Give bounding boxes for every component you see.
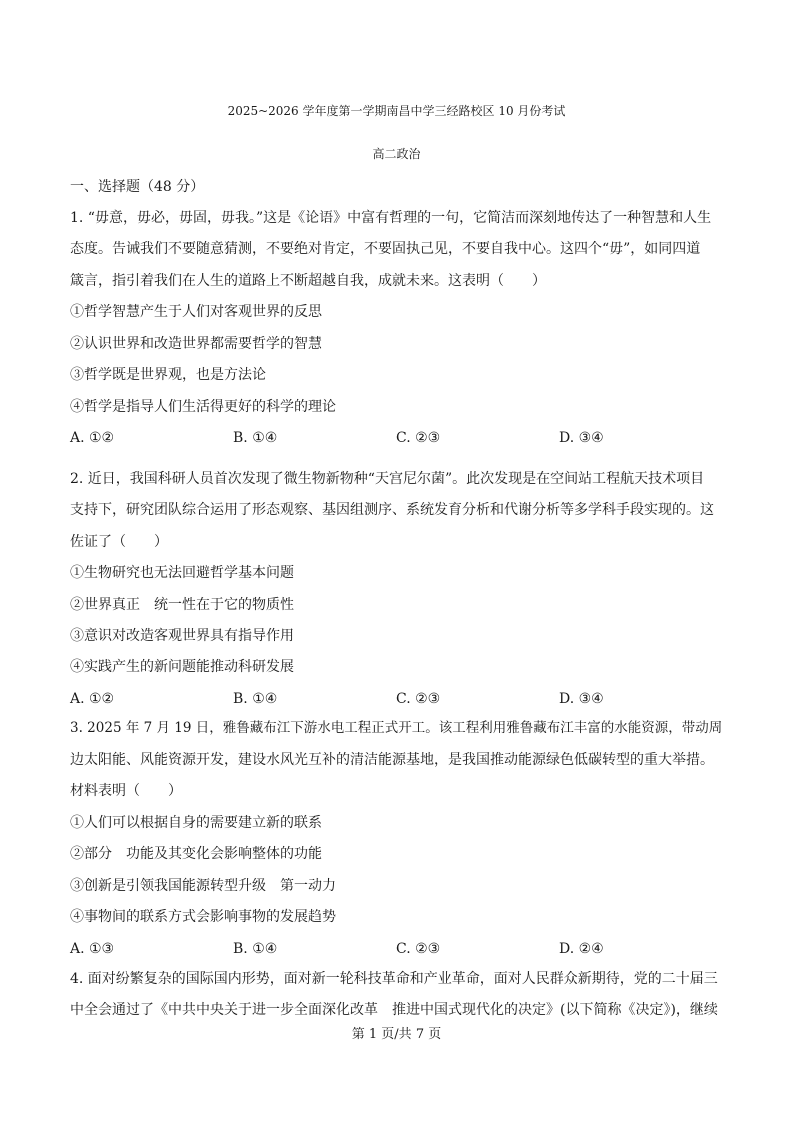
q3-item-3: ③创新是引领我国能源转型升级 第一动力 [70, 878, 336, 894]
q2-option-a[interactable]: A. ①② [70, 691, 115, 707]
q3-stem-line-1: 3. 2025 年 7 月 19 日，雅鲁藏布江下游水电工程正式开工。该工程利用雅鲁藏布江丰富的水能资源，带动周 [70, 720, 723, 736]
q3-item-4: ④事物间的联系方式会影响事物的发展趋势 [70, 909, 336, 925]
q2-option-b[interactable]: B. ①④ [233, 691, 278, 707]
q1-stem-line-2: 态度。告诫我们不要随意猜测，不要绝对肯定，不要固执己见，不要自我中心。这四个“毋”，如同四道 [70, 241, 701, 257]
q2-stem-line-1: 2. 近日，我国科研人员首次发现了微生物新物种“天宫尼尔菌”。此次发现是在空间站工程航天技术项目 [70, 471, 705, 487]
q2-option-d[interactable]: D. ③④ [559, 691, 604, 707]
q3-option-c[interactable]: C. ②③ [396, 941, 441, 957]
page-number: 第 1 页/共 7 页 [351, 1027, 442, 1042]
q3-stem-line-2: 边太阳能、风能资源开发，建设水风光互补的清洁能源基地，是我国推动能源绿色低碳转型的重大举措。 [70, 752, 714, 768]
q3-stem-line-3: 材料表明（ ） [70, 783, 182, 799]
q1-option-b[interactable]: B. ①④ [233, 430, 278, 446]
q1-item-3: ③哲学既是世界观，也是方法论 [70, 367, 266, 383]
q2-item-2: ②世界真正 统一性在于它的物质性 [70, 597, 294, 613]
q1-option-d[interactable]: D. ③④ [559, 430, 604, 446]
q3-item-1: ①人们可以根据自身的需要建立新的联系 [70, 815, 322, 831]
q1-stem-line-3: 箴言，指引着我们在人生的道路上不断超越自我，成就未来。这表明（ ） [70, 273, 546, 289]
q1-stem-line-1: 1. “毋意，毋必，毋固，毋我。”这是《论语》中富有哲理的一句，它简洁而深刻地传达了一种智慧和人生 [70, 210, 712, 226]
q1-item-4: ④哲学是指导人们生活得更好的科学的理论 [70, 399, 336, 415]
q1-item-1: ①哲学智慧产生于人们对客观世界的反思 [70, 304, 322, 320]
q1-option-c[interactable]: C. ②③ [396, 430, 441, 446]
q1-item-2: ②认识世界和改造世界都需要哲学的智慧 [70, 336, 322, 352]
q3-option-d[interactable]: D. ②④ [559, 941, 604, 957]
q1-option-a[interactable]: A. ①② [70, 430, 115, 446]
q2-item-1: ①生物研究也无法回避哲学基本问题 [70, 565, 294, 581]
q2-item-3: ③意识对改造客观世界具有指导作用 [70, 628, 294, 644]
q2-item-4: ④实践产生的新问题能推动科研发展 [70, 659, 294, 675]
exam-subject: 高二政治 [372, 147, 421, 161]
q3-item-2: ②部分 功能及其变化会影响整体的功能 [70, 846, 322, 862]
section-heading: 一、选择题（48 分） [70, 179, 205, 195]
q4-stem-line-2: 中全会通过了《中共中央关于进一步全面深化改革 推进中国式现代化的决定》(以下简称《决定》)，继续 [70, 1002, 718, 1018]
q3-option-a[interactable]: A. ①③ [70, 941, 115, 957]
q4-stem-line-1: 4. 面对纷繁复杂的国际国内形势，面对新一轮科技革命和产业革命，面对人民群众新期待，党的二十届三 [70, 971, 718, 987]
q2-stem-line-3: 佐证了（ ） [70, 534, 168, 550]
q3-option-b[interactable]: B. ①④ [233, 941, 278, 957]
q2-option-c[interactable]: C. ②③ [396, 691, 441, 707]
exam-title: 2025~2026 学年度第一学期南昌中学三经路校区 10 月份考试 [227, 104, 566, 118]
q2-stem-line-2: 支持下，研究团队综合运用了形态观察、基因组测序、系统发育分析和代谢分析等多学科手段实现的。这 [70, 502, 714, 518]
